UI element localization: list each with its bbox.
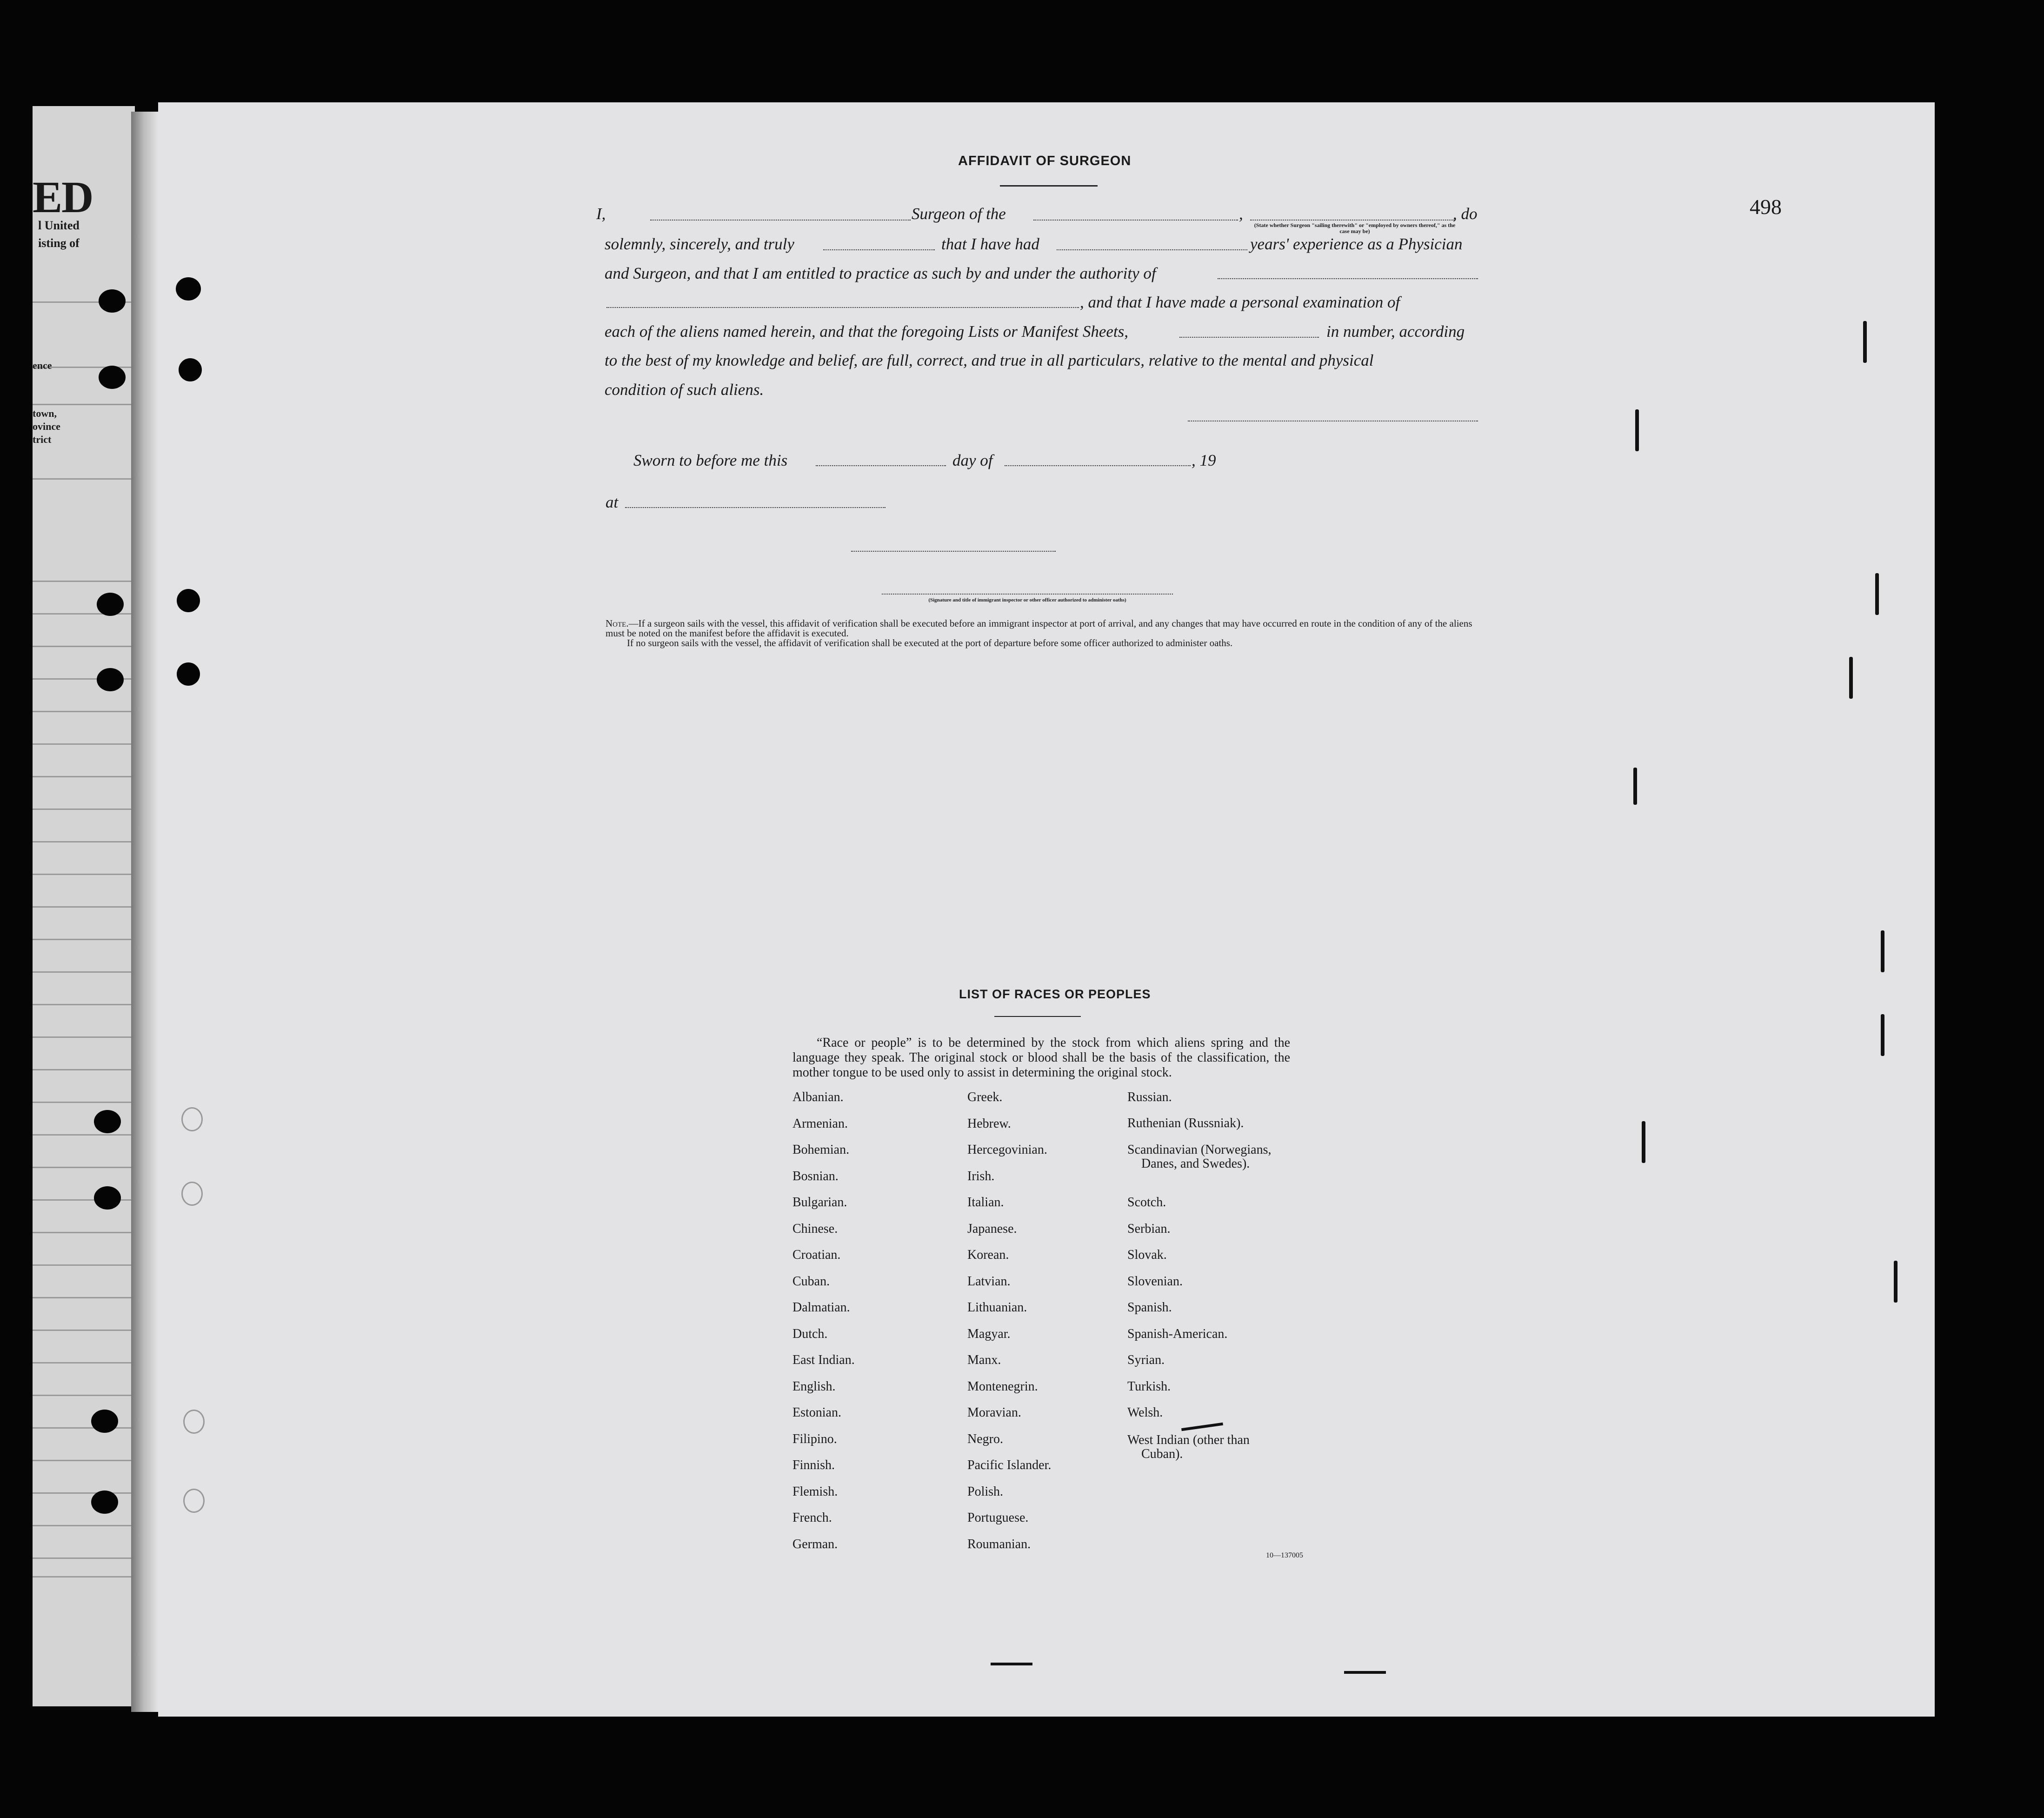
race-entry: Turkish.: [1127, 1379, 1171, 1394]
affidavit-text: , and that I have made a personal examination of: [1080, 293, 1400, 311]
affidavit-text: that I have had: [941, 235, 1039, 253]
race-entry: Serbian.: [1127, 1222, 1171, 1236]
authority-blank-2[interactable]: [606, 307, 1079, 308]
races-title: LIST OF RACES OR PEOPLES: [959, 987, 1151, 1001]
race-entry: Japanese.: [967, 1221, 1017, 1236]
left-page-line: isting of: [38, 236, 80, 250]
ruling-line: [33, 1297, 135, 1298]
page-number: 498: [1750, 195, 1782, 219]
race-entry: Ruthenian (Russniak).: [1127, 1116, 1244, 1130]
left-page-label: town,: [33, 408, 57, 419]
left-page-big-letters: ED: [33, 172, 93, 222]
ruling-line: [33, 1167, 135, 1168]
ruling-line: [33, 809, 135, 810]
race-entry: Montenegrin.: [967, 1379, 1038, 1394]
race-entry: Chinese.: [792, 1221, 838, 1236]
ruling-line: [33, 478, 135, 480]
ruling-line: [33, 1576, 135, 1577]
title-underline: [1000, 185, 1098, 187]
years-blank[interactable]: [1057, 249, 1247, 250]
race-entry: Albanian.: [792, 1090, 844, 1104]
ink-mark: [1635, 409, 1639, 451]
affidavit-note: [606, 619, 1485, 648]
ink-mark: [1863, 321, 1867, 363]
punch-hole: [97, 593, 124, 616]
race-entry: Bosnian.: [792, 1169, 839, 1183]
race-entry: Spanish-American.: [1127, 1327, 1228, 1341]
state-note: (State whether Surgeon "sailing therewith" or "employed by owners thereof," as the case may be): [1254, 222, 1456, 234]
race-entry: Italian.: [967, 1195, 1004, 1210]
ruling-line: [33, 1069, 135, 1070]
punch-hole: [91, 1410, 118, 1433]
race-entry: English.: [792, 1379, 836, 1394]
race-entry: Finnish.: [792, 1458, 835, 1472]
signature-caption: (Signature and title of immigrant inspector or other officer authorized to administer oaths): [928, 597, 1126, 603]
punch-hole: [177, 589, 200, 612]
left-page-label: ence: [33, 360, 52, 371]
race-entry: Dalmatian.: [792, 1300, 850, 1315]
note-text: —If a surgeon sails with the vessel, this affidavit of verification shall be executed before an immigrant inspector at port of arrival, and any changes that may have occurred en route in the condition of any of the aliens must be noted on the manifest before the affidavit is executed.: [606, 618, 1472, 639]
ruling-line: [33, 1362, 135, 1364]
ruling-line: [33, 1102, 135, 1103]
ruling-line: [33, 1232, 135, 1233]
place-blank[interactable]: [625, 507, 886, 508]
race-entry: Cuban.: [792, 1274, 830, 1289]
punch-hole: [177, 662, 200, 686]
affidavit-text: in number, according: [1326, 322, 1465, 341]
ruling-line: [33, 1492, 135, 1494]
race-entry: Portuguese.: [967, 1511, 1029, 1525]
race-entry: Lithuanian.: [967, 1300, 1027, 1315]
affidavit-text: condition of such aliens.: [605, 381, 764, 399]
month-blank[interactable]: [1005, 465, 1191, 466]
affidavit-text: , do: [1453, 205, 1478, 223]
affidavit-text: to the best of my knowledge and belief, are full, correct, and true in all particulars, relative to the mental and physical: [605, 351, 1374, 369]
affidavit-text: Surgeon of the: [912, 205, 1006, 223]
ruling-line: [33, 1330, 135, 1331]
ink-mark: [1642, 1121, 1645, 1163]
affidavit-title: AFFIDAVIT OF SURGEON: [958, 154, 1132, 168]
ink-mark: [1875, 573, 1879, 615]
punch-hole: [97, 668, 124, 691]
race-entry: Welsh.: [1127, 1405, 1163, 1420]
ruling-line: [33, 939, 135, 940]
note-text-2: If no surgeon sails with the vessel, the affidavit of verification shall be executed at the port of departure before some officer authorized to administer oaths.: [627, 637, 1233, 648]
race-entry: Hercegovinian.: [967, 1143, 1047, 1157]
affidavit-text: Sworn to before me this: [633, 451, 788, 469]
affidavit-text: day of: [952, 451, 993, 469]
race-entry: Hebrew.: [967, 1116, 1011, 1131]
punch-hole-outline: [183, 1410, 205, 1434]
punch-hole: [94, 1186, 121, 1210]
ruling-line: [33, 646, 135, 647]
ink-mark: [1849, 657, 1853, 699]
ink-mark: [1881, 1014, 1884, 1056]
affidavit-text: each of the aliens named herein, and that the foregoing Lists or Manifest Sheets,: [605, 322, 1129, 341]
seal-blank[interactable]: [851, 551, 1056, 552]
vessel-blank[interactable]: [1033, 220, 1238, 221]
race-entry: Armenian.: [792, 1116, 848, 1131]
punch-hole-outline: [181, 1182, 203, 1206]
race-entry: Spanish.: [1127, 1300, 1172, 1315]
races-intro: “Race or people” is to be determined by the stock from which aliens spring and the language they speak. The original stock or blood shall be the basis of the classification, the mother tongue to be used only to assist in determining the original stock.: [792, 1036, 1290, 1080]
left-page-label: trict: [33, 434, 52, 445]
race-entry: Cuban).: [1141, 1447, 1183, 1461]
ruling-line: [33, 1036, 135, 1038]
left-page-fragment: [33, 106, 135, 1706]
ruling-line: [33, 1557, 135, 1559]
punch-hole: [99, 366, 126, 389]
race-entry: Scotch.: [1127, 1195, 1166, 1210]
race-entry: Bohemian.: [792, 1143, 850, 1157]
inspector-signature-blank[interactable]: [882, 594, 1173, 595]
book-spine: [131, 112, 159, 1712]
affidavit-text: at: [606, 493, 619, 511]
ruling-line: [33, 906, 135, 908]
race-entry: German.: [792, 1537, 838, 1551]
note-label: Note.: [606, 618, 629, 629]
ink-mark: [991, 1663, 1032, 1665]
race-entry: Danes, and Swedes).: [1141, 1156, 1250, 1171]
ink-mark: [1633, 768, 1637, 805]
ruling-line: [33, 874, 135, 875]
day-blank[interactable]: [816, 465, 946, 466]
punch-hole-outline: [183, 1489, 205, 1513]
race-entry: Slovak.: [1127, 1248, 1167, 1262]
ruling-line: [33, 1134, 135, 1136]
affidavit-text: solemnly, sincerely, and truly: [605, 235, 794, 253]
ruling-line: [33, 613, 135, 615]
ruling-line: [33, 1264, 135, 1266]
race-entry: French.: [792, 1511, 832, 1525]
punch-hole-outline: [181, 1107, 203, 1131]
ruling-line: [33, 404, 135, 405]
ruling-line: [33, 971, 135, 973]
race-entry: Negro.: [967, 1431, 1003, 1446]
race-entry: Manx.: [967, 1353, 1001, 1367]
ruling-line: [33, 743, 135, 745]
ruling-line: [33, 1395, 135, 1396]
affidavit-text: years' experience as a Physician: [1250, 235, 1463, 253]
races-title-underline: [994, 1016, 1081, 1017]
ruling-line: [33, 1525, 135, 1526]
race-entry: Moravian.: [967, 1405, 1021, 1420]
race-entry: Flemish.: [792, 1484, 838, 1499]
race-entry: Russian.: [1127, 1090, 1172, 1104]
race-entry: Irish.: [967, 1169, 995, 1183]
authority-blank[interactable]: [1218, 278, 1478, 279]
race-entry: Croatian.: [792, 1248, 841, 1262]
manifest-page: [158, 102, 1935, 1717]
race-entry: Scandinavian (Norwegians,: [1127, 1143, 1272, 1157]
race-entry: Korean.: [967, 1248, 1009, 1262]
race-entry: Polish.: [967, 1484, 1004, 1499]
ruling-line: [33, 1427, 135, 1429]
race-entry: Magyar.: [967, 1326, 1011, 1341]
affidavit-text: I,: [596, 205, 606, 223]
race-entry: Estonian.: [792, 1405, 841, 1420]
ruling-line: [33, 581, 135, 582]
name-blank[interactable]: [650, 220, 911, 221]
ruling-line: [33, 1004, 135, 1005]
ruling-line: [33, 776, 135, 777]
ruling-line: [33, 1460, 135, 1461]
race-entry: Pacific Islander.: [967, 1458, 1052, 1472]
left-page-line: l United: [38, 219, 80, 232]
race-entry: Filipino.: [792, 1431, 837, 1446]
affidavit-text: and Surgeon, and that I am entitled to practice as such by and under the authority of: [605, 264, 1156, 282]
race-entry: Latvian.: [967, 1274, 1011, 1289]
affidavit-text: ,: [1239, 205, 1243, 223]
race-entry: West Indian (other than: [1127, 1433, 1250, 1447]
punch-hole: [179, 358, 202, 381]
ink-mark: [1881, 930, 1884, 972]
punch-hole: [176, 277, 201, 301]
race-entry: Greek.: [967, 1090, 1003, 1104]
race-entry: Dutch.: [792, 1326, 828, 1341]
punch-hole: [99, 289, 126, 313]
ruling-line: [33, 711, 135, 712]
status-blank[interactable]: [1250, 220, 1455, 221]
oath-blank[interactable]: [823, 249, 935, 250]
punch-hole: [91, 1490, 118, 1514]
ink-mark: [1344, 1671, 1386, 1674]
race-entry: Syrian.: [1127, 1353, 1165, 1367]
affidavit-text: , 19: [1192, 451, 1216, 469]
punch-hole: [94, 1110, 121, 1133]
form-code: 10—137005: [1266, 1551, 1303, 1559]
race-entry: Roumanian.: [967, 1537, 1031, 1551]
race-entry: Slovenian.: [1127, 1274, 1183, 1289]
race-entry: Bulgarian.: [792, 1195, 847, 1210]
sheets-blank[interactable]: [1179, 337, 1319, 338]
left-page-label: ovince: [33, 421, 60, 432]
race-entry: East Indian.: [792, 1353, 855, 1367]
ink-mark: [1894, 1261, 1898, 1303]
ruling-line: [33, 841, 135, 842]
